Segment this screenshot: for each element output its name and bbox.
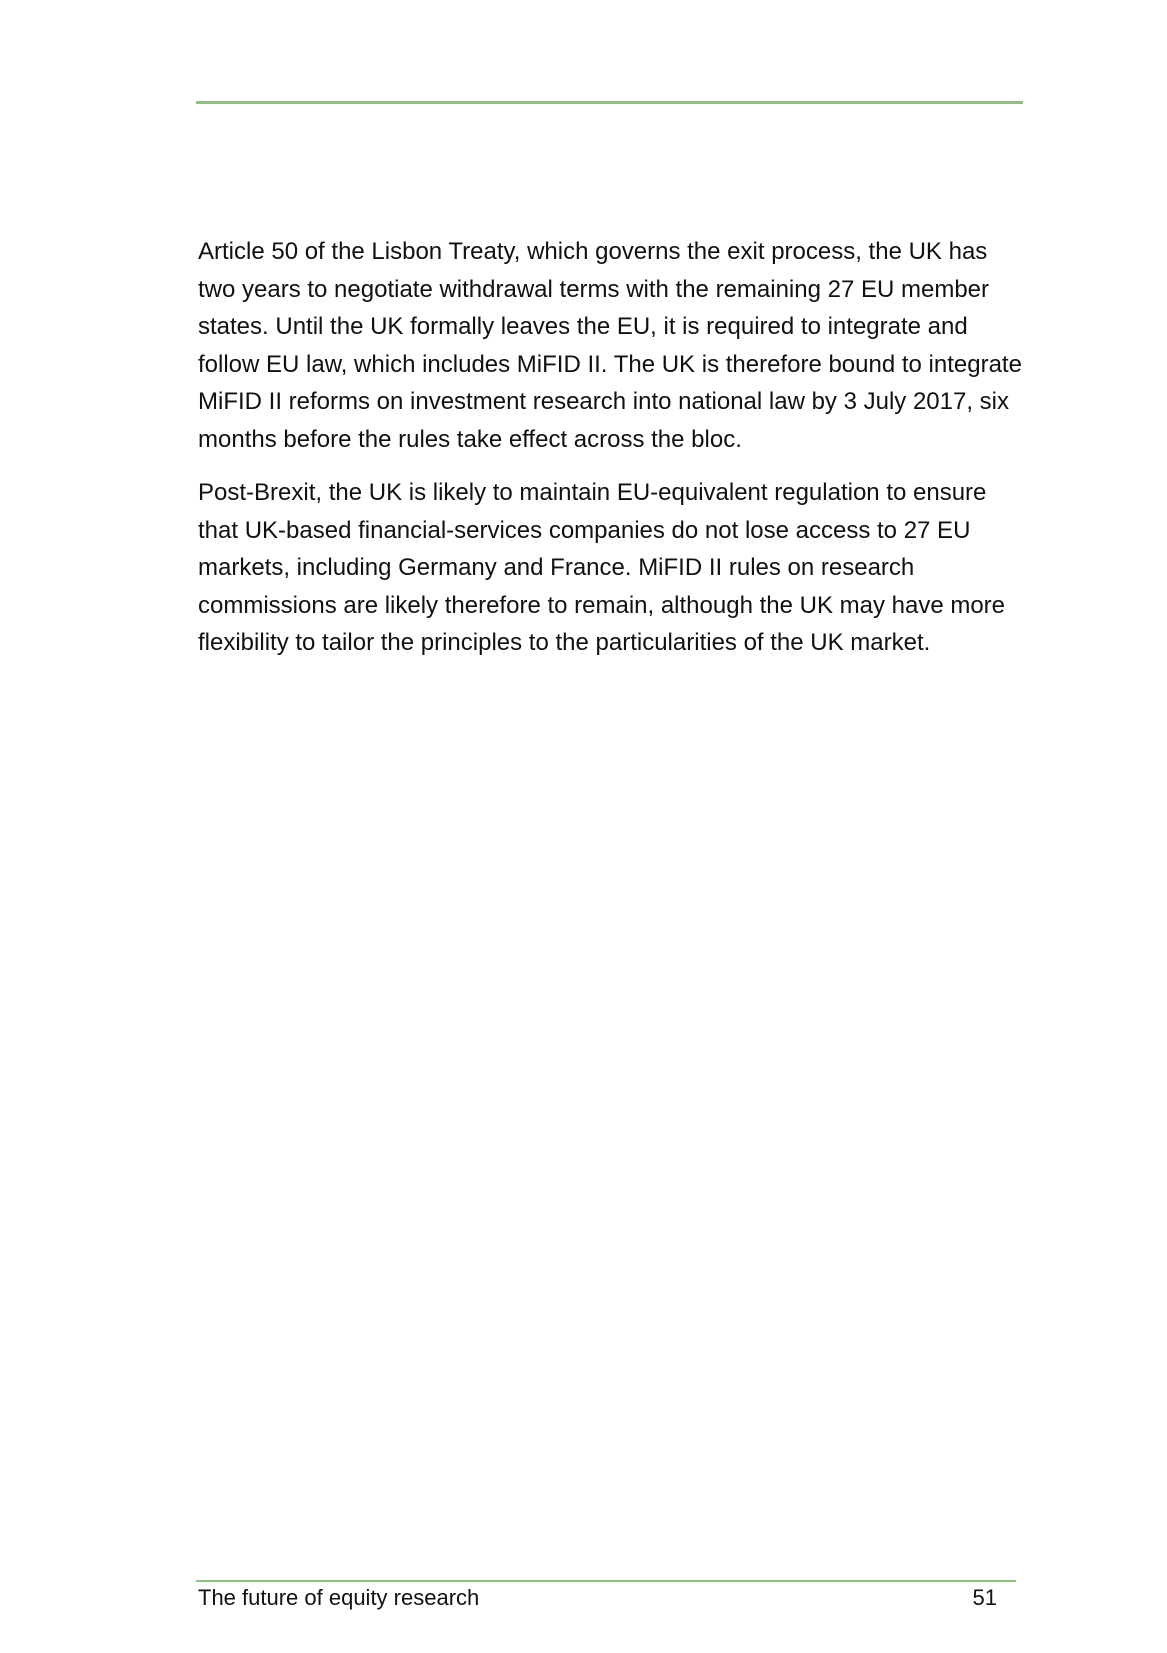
paragraph: Article 50 of the Lisbon Treaty, which governs the exit process, the UK has two years to negotiate withdrawal terms with the remaining 27 EU member states. Until the UK formally leaves the EU, it is required to integrate and follow EU law, which includes MiFID II. The UK is therefore bound to integrate MiFID II reforms on investment research into national law by 3 July 2017, six months before the rules take effect across the bloc. — [198, 238, 1022, 453]
page-number: 51 — [972, 1585, 997, 1610]
header-rule — [196, 101, 1023, 104]
body-text — [198, 233, 1028, 678]
footer-rule — [196, 1580, 1016, 1582]
footer-title: The future of equity research — [198, 1585, 480, 1610]
paragraph: Post-Brexit, the UK is likely to maintain EU-equivalent regulation to ensure that UK-based financial-services companies do not lose access to 27 EU markets, including Germany and France. MiFID II rules on research commissions are likely therefore to remain, although the UK may have more flexibility to tailor the principles to the particularities of the UK market. — [198, 479, 1006, 656]
